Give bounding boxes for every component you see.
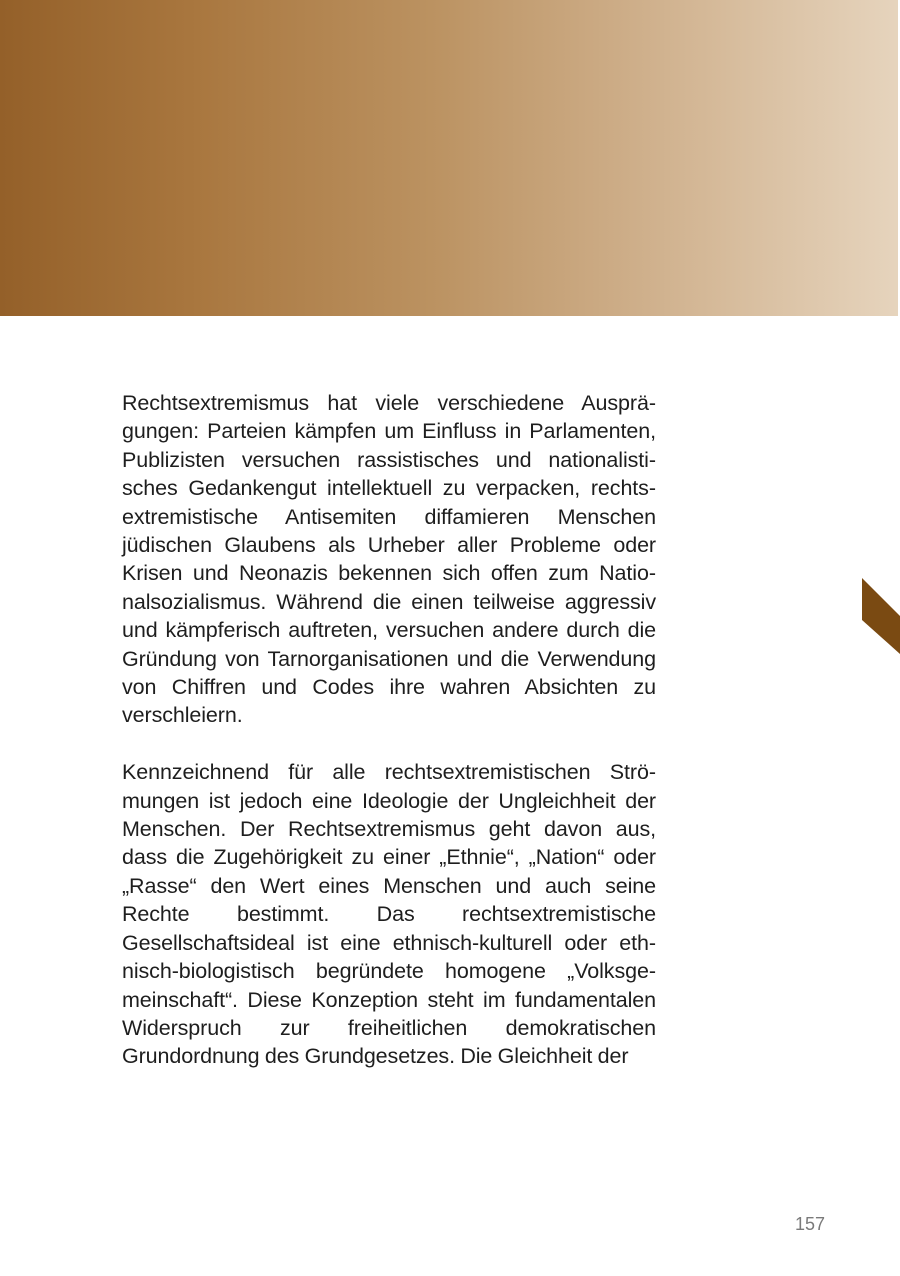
header-gradient-banner bbox=[0, 0, 898, 316]
page-number: 157 bbox=[795, 1214, 826, 1234]
paragraph-2: Kennzeichnend für alle rechtsextremistischen Strömungen ist jedoch eine Ideologie der Ungleichheit der Menschen. Der Rechtsextremismus geht davon aus, dass die Zugehörigkeit zu einer „Ethnie“, „Nation“ oder „Rasse“ den Wert eines Menschen und auch seine Rechte bestimmt. Das rechtsextremistische Gesellschaftsideal ist eine ethnisch-kulturell oder ethnisch-biologistisch begründete homogene „Volksgemeinschaft“. Diese Konzeption steht im fundamentalen Widerspruch zur freiheitlichen demokratischen Grundordnung des Grundgesetzes. Die Gleichheit der bbox=[122, 760, 656, 1069]
body-text bbox=[122, 389, 656, 1099]
chapter-tab-marker bbox=[862, 578, 900, 654]
paragraph-1: Rechtsextremismus hat viele verschiedene Ausprägungen: Parteien kämpfen um Einfluss in Parlamenten, Publizisten versuchen rassistisches und nationalistisches Gedankengut intellektuell zu verpacken, rechtsextremistische Antisemiten diffamieren Menschen jüdischen Glaubens als Urheber aller Probleme oder Krisen und Neonazis bekennen sich offen zum Nationalsozialismus. Während die einen teilweise aggressiv und kämpferisch auftreten, versuchen andere durch die Gründung von Tarnorganisationen und die Verwendung von Chiffren und Codes ihre wahren Absichten zu verschleiern. bbox=[122, 391, 656, 728]
